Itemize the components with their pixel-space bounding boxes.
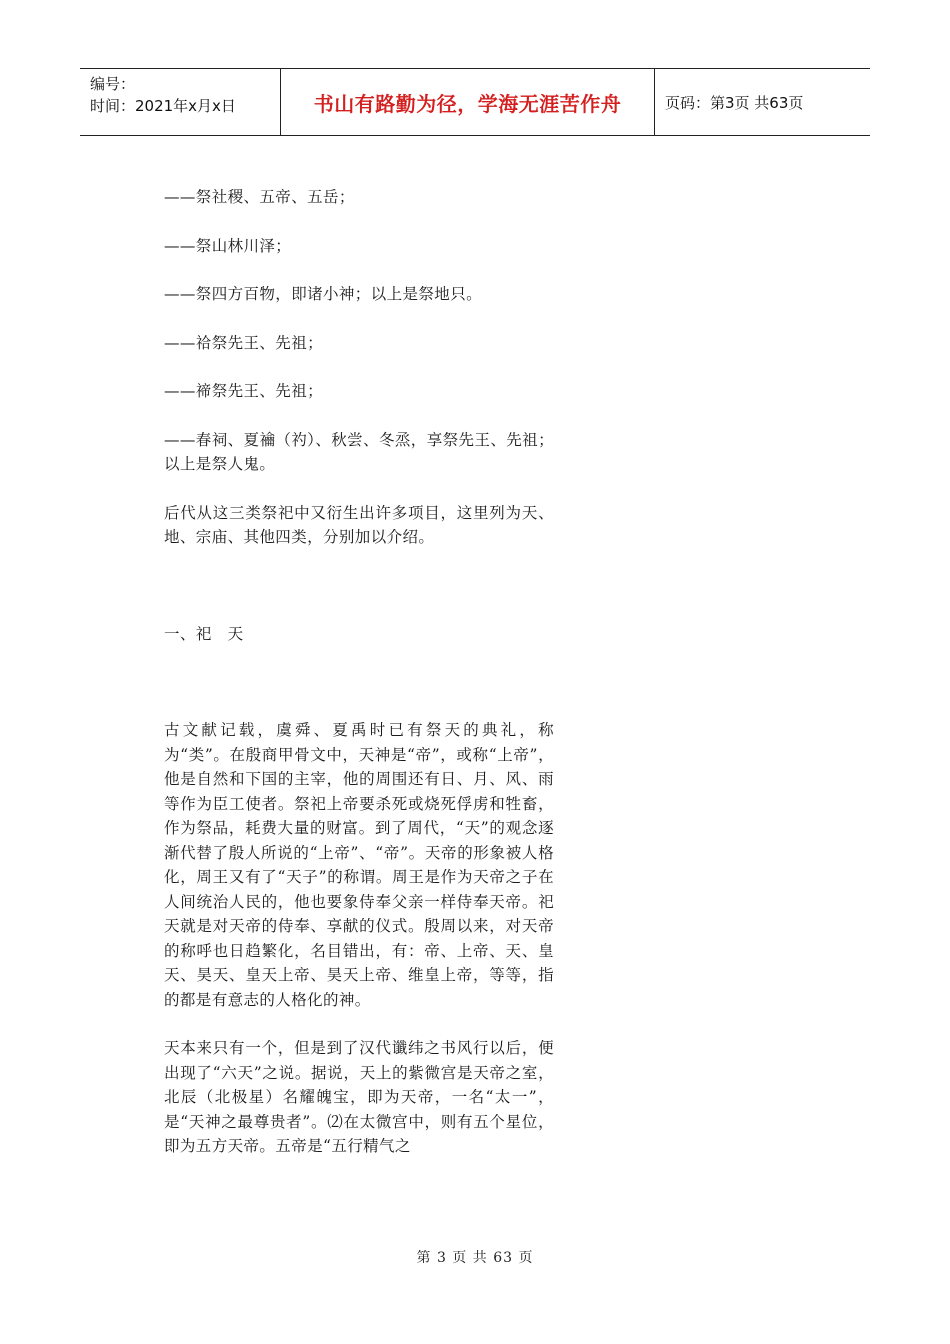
header-page-info: 页码：第3页 共63页 (665, 93, 804, 112)
ritual-line: ——祫祭先王、先祖； (164, 333, 324, 352)
body-paragraph: 古文献记载，虞舜、夏禹时已有祭天的典礼，称为“类”。在殷商甲骨文中，天神是“帝”，或称“上帝”，他是自然和下国的主宰，他的周围还有日、月、风、雨等作为臣工使者。祭祀上帝要杀死或烧死俘虏和牲畜，作为祭品，耗费大量的财富。到了周代，“天”的观念逐渐代替了殷人所说的“上帝”、“帝”。天帝的形象被人格化，周王又有了“天子”的称谓。周王是作为天帝之子在人间统治人民的，他也要象侍奉父亲一样侍奉天帝。祀天就是对天帝的侍奉、享献的仪式。殷周以来，对天帝的称呼也日趋繁化，名目错出，有：帝、上帝、天、皇天、昊天、皇天上帝、昊天上帝、维皇上帝，等等，指的都是有意志的人格化的神。 (164, 721, 554, 1009)
ritual-line: ——春祠、夏禴（礿）、秋尝、冬烝，享祭先王、先祖；以上是祭人鬼。 (164, 430, 554, 473)
intro-paragraph: 后代从这三类祭祀中又衍生出许多项目，这里列为天、地、宗庙、其他四类，分别加以介绍。 (164, 503, 554, 546)
header-motto: 书山有路勤为径，学海无涯苦作舟 (281, 69, 655, 135)
ritual-line: ——祭山林川泽； (164, 236, 292, 255)
header-meta (80, 69, 281, 135)
page-header (80, 68, 870, 136)
number-label: 编号： (90, 75, 136, 93)
document-body (164, 185, 554, 1159)
section-heading: 一、祀 天 (164, 624, 244, 643)
ritual-line: ——祭四方百物，即诸小神；以上是祭地只。 (164, 285, 483, 303)
ritual-line: ——禘祭先王、先祖； (164, 382, 324, 400)
body-paragraph: 天本来只有一个，但是到了汉代谶纬之书风行以后，便出现了“六天”之说。据说，天上的紫微宫是天帝之室，北辰（北极星）名耀魄宝，即为天帝，一名“太一”，是“天神之最尊贵者”。⑵在太微宫中，则有五个星位，即为五方天帝。五帝是“五行精气之 (164, 1039, 554, 1155)
ritual-line: ——祭社稷、五帝、五岳； (164, 188, 355, 206)
page-footer: 第 3 页 共 63 页 (416, 1250, 534, 1266)
time-label: 时间：2021年x月x日 (90, 97, 236, 115)
